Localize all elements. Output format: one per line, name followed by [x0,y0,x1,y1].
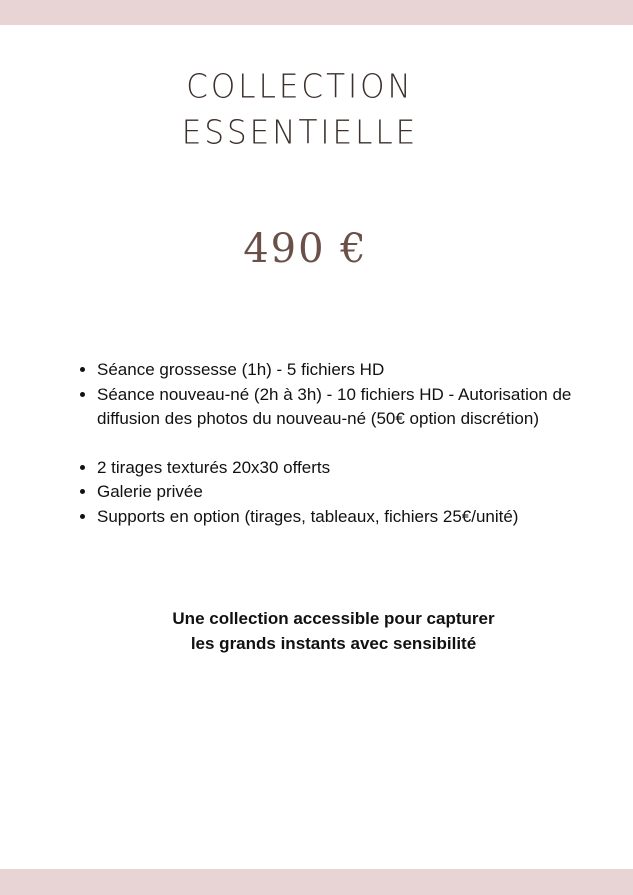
tagline [0,606,633,656]
tagline-line-2: les grands instants avec sensibilité [190,634,477,653]
bottom-decorative-band [0,869,633,895]
price: 490 € [243,226,368,272]
title-line-1: COLLECTION [186,68,414,106]
tagline-line-1: Une collection accessible pour capturer [172,609,495,628]
list-item: • Séance nouveau-né (2h à 3h) - 10 fichiers HD - Autorisation de diffusion des photos du nouveau-né (50€ option discrétion) [97,383,627,432]
list-item: • 2 tirages texturés 20x30 offerts [97,456,627,481]
title-line-2: ESSENTIELLE [181,114,419,152]
list-item: • Supports en option (tirages, tableaux, fichiers 25€/unité) [97,505,627,530]
list-item: • Galerie privée [97,480,627,505]
collection-title [0,64,600,156]
top-decorative-band [0,0,633,25]
list-item: • Séance grossesse (1h) - 5 fichiers HD [97,358,627,383]
features-list [78,358,627,529]
